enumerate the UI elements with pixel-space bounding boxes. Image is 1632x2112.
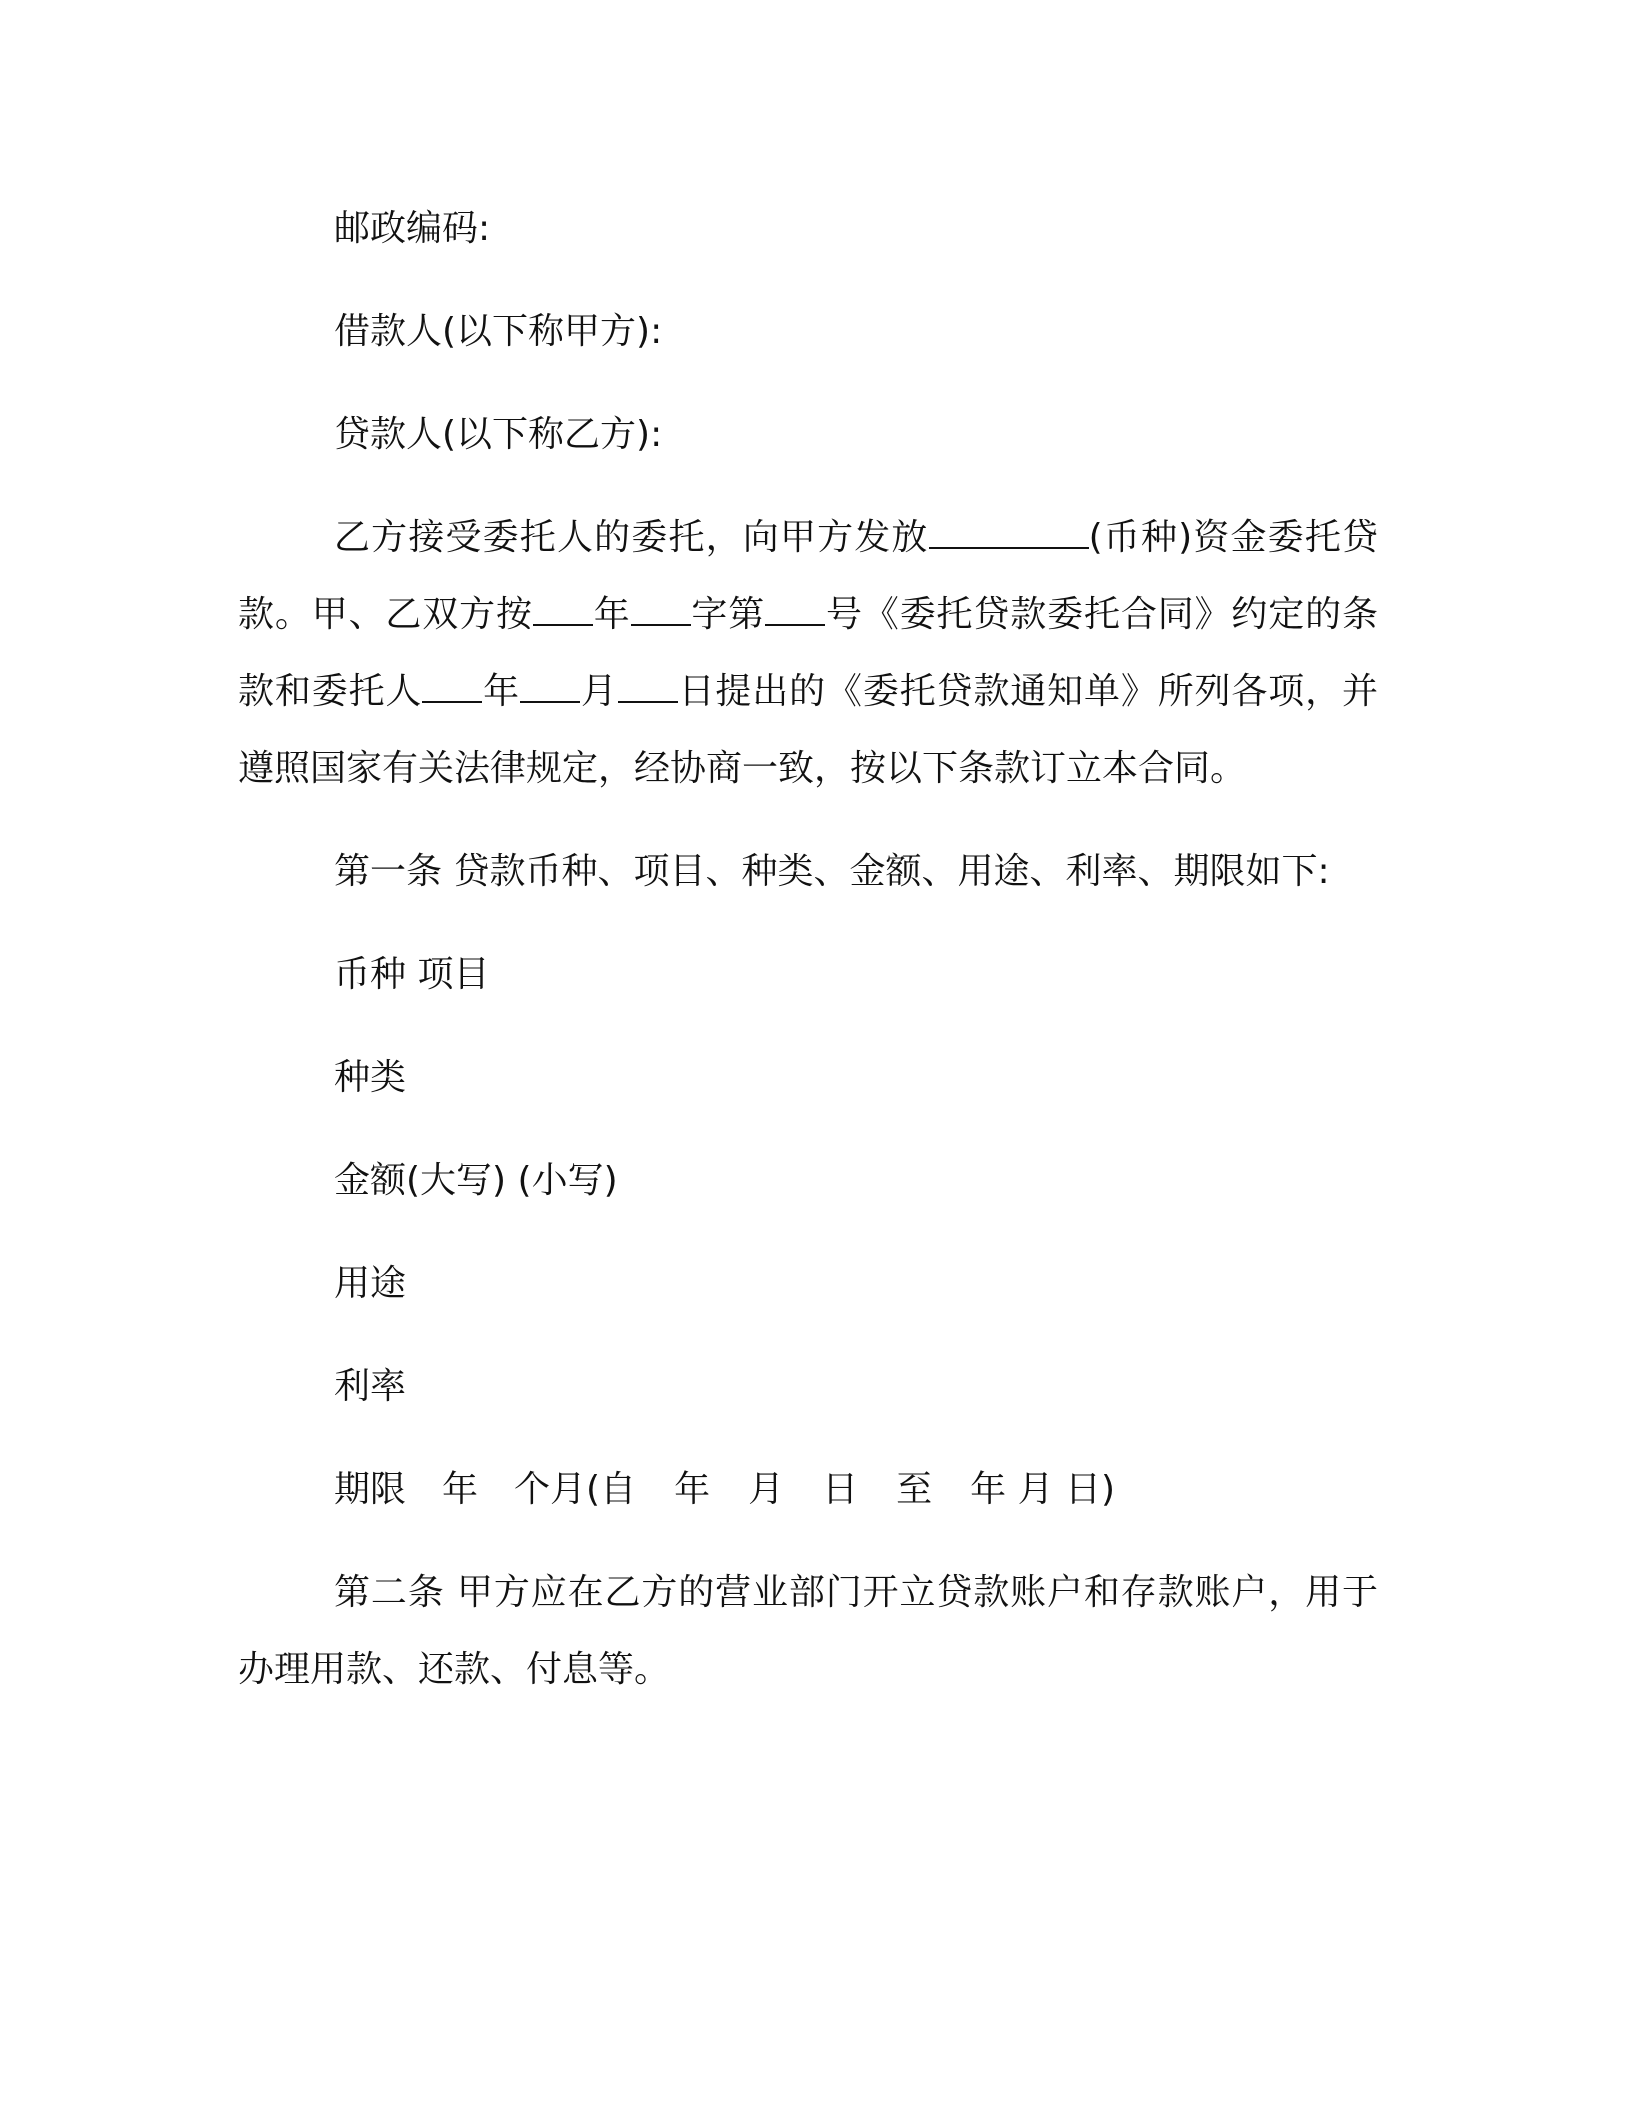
term-to: 至: [896, 1469, 933, 1510]
term-label: 期限: [334, 1469, 407, 1510]
term-year: 年: [442, 1469, 479, 1510]
lender-line: 贷款人(以下称乙方):: [334, 414, 663, 455]
currency-blank: [929, 515, 1089, 549]
term-line: [238, 1451, 1378, 1528]
term-months: 个月(自: [514, 1469, 637, 1510]
borrower-line: 借款人(以下称甲方):: [334, 311, 663, 352]
article2-paragraph: 第二条 甲方应在乙方的营业部门开立贷款账户和存款账户，用于办理用款、还款、付息等。: [238, 1572, 1378, 1690]
intro-text-5: 号《委托贷款委托合同》约定的条款和委托人: [238, 594, 1378, 712]
intro-text-8: 日提出的《委托贷款通知单》所列各项，并遵照国家有关法律规定，经协商一致，按以下条款订立本合同。: [238, 671, 1378, 789]
amount-line: 金额(大写) (小写): [334, 1160, 618, 1201]
intro-text-7: 月: [580, 671, 618, 712]
term-from-month: 月: [748, 1469, 785, 1510]
term-from-year: 年: [674, 1469, 711, 1510]
entrust-number-blank: [765, 592, 825, 626]
notice-month-blank: [520, 669, 580, 703]
rate-line: 利率: [334, 1366, 407, 1407]
intro-text-4: 字第: [690, 594, 766, 635]
entrust-year-blank: [533, 592, 593, 626]
intro-text-2: (币种)资金委托贷款。甲、乙双方按: [238, 517, 1378, 635]
intro-paragraph: [238, 499, 1378, 807]
article1-heading: 第一条 贷款币种、项目、种类、金额、用途、利率、期限如下:: [334, 851, 1330, 892]
contract-body: [238, 190, 1378, 1708]
term-from-day: 日: [822, 1469, 859, 1510]
intro-text-1: 乙方接受委托人的委托，向甲方发放: [334, 517, 929, 558]
entrust-prefix-blank: [631, 592, 691, 626]
notice-year-blank: [422, 669, 482, 703]
type-line: 种类: [334, 1057, 407, 1098]
postal-code-line: 邮政编码:: [334, 208, 491, 249]
currency-item-line: 币种 项目: [334, 954, 490, 995]
term-to-date: 年 月 日): [970, 1469, 1116, 1510]
intro-text-3: 年: [592, 594, 631, 635]
purpose-line: 用途: [334, 1263, 407, 1304]
intro-text-6: 年: [482, 671, 520, 712]
notice-day-blank: [618, 669, 678, 703]
